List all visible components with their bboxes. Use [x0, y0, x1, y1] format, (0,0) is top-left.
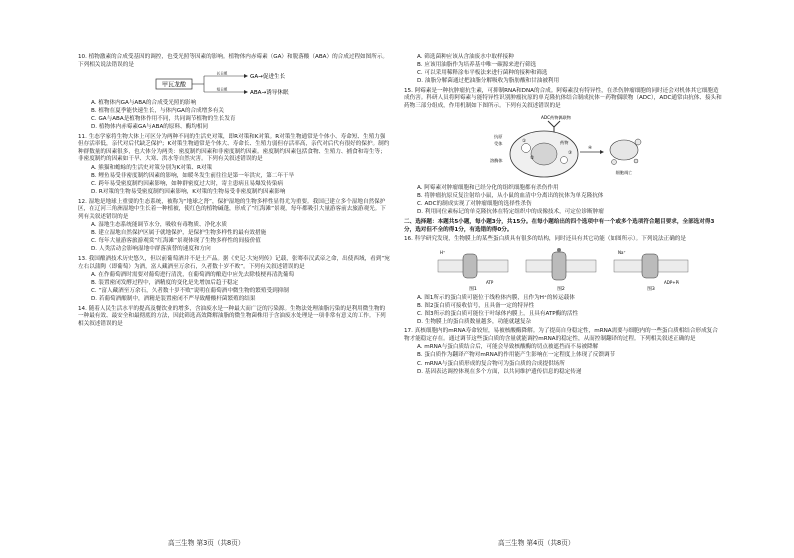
question-13-stem: 13. 我国酿酒技术历史悠久，但以前葡萄酒并不是土产品。据《史记·大宛列传》记载，张骞奉汉武帝之命，出使西域，看到“宛左右以蒲陶（即葡萄）为酒，富人藏酒至万余石，久者数十岁不败”。下列有关叙述错误的是 — [78, 255, 390, 270]
option: B. 蛋白质作为翻译产物对mRNA的作用能产生影响在一定程度上体现了反馈调节 — [417, 352, 616, 359]
adc-label: ADC药物偶联物 — [541, 115, 571, 121]
drug-label: 药物 — [560, 140, 569, 146]
step-3: ③ — [568, 151, 573, 157]
option: D. 油脂分解菌通过把油脂分解吸收为脂肪酸和甘油被利用 — [417, 78, 560, 85]
figure-2-label: 图2 — [557, 286, 565, 292]
membrane-figure-2 — [526, 248, 596, 292]
adc-mechanism-figure — [468, 112, 658, 182]
right-page-footer: 高三生物 第4页（共8页） — [498, 539, 575, 548]
antigen-label: 抗原 — [494, 134, 503, 140]
option: D. 生物膜上的蛋白质数量越多，功能就越复杂 — [417, 318, 532, 325]
question-14-stem: 14. 随着人民生活水平的提高及餐饮业的增多，含油废水是一种最大而广泛的污染源。生物法处理油脂污染的是利用微生物的一种最有效、最安全和最彻底的方法，因此筛选高效降解油脂的微生物菌株用于含油废水处理是一项非常有意义的工作。下列相关叙述错误的是 — [78, 305, 386, 327]
svg-text:Na⁺: Na⁺ — [618, 249, 626, 255]
question-15 — [404, 88, 722, 217]
hormone-pathway-diagram — [134, 71, 334, 97]
question-16-stem: 16. 科学研究发现，生物膜上的某些蛋白质具有很多的结构，同时还具有其它功能（如图所示）。下列说法正确的是 — [404, 236, 686, 243]
option: A. 在作葡萄酒时需要对葡萄进行清洗，在葡萄酒的酿造中应先去除枝梗再清洗葡萄 — [91, 272, 295, 279]
aba-label: ABA→诱导休眠 — [250, 90, 289, 97]
option: D. 若葡萄酒酿制中，酒精是装置密闭不严导致醋酸杆菌繁殖的结果 — [91, 296, 256, 303]
short-day-label: 短日照 — [216, 87, 228, 92]
option: A. 植物体内GA与ABA的合成受光照的影响 — [91, 100, 197, 107]
option: D. 植物体内赤霉素GA与ABA的原料、酶均相同 — [91, 124, 209, 131]
option: C. 可以采用稀释涂布平板法来进行菌种的接种和筛选 — [417, 70, 548, 77]
option: B. 鲤鱼易受非密度制约因素的影响，如暖冬发生前往往是第一年洪灾，第二年干旱 — [91, 173, 295, 180]
question-10 — [78, 54, 390, 132]
left-page — [78, 54, 390, 528]
option: D. 利用同位素标记的单克隆抗体在特定组织中的成像技术，可定位诊断肿瘤 — [417, 209, 604, 216]
lysosome-label: 溶酶体 — [490, 158, 503, 164]
option: D. 人类活动会影响湿地中群落演替的速度和方向 — [91, 246, 211, 253]
membrane-figure-1 — [438, 250, 508, 292]
left-page-footer: 高三生物 第3页（共8页） — [168, 539, 245, 548]
svg-text:ATP: ATP — [486, 279, 494, 285]
option: A. 湿地生态系统能调节水分，吸收有毒物质、净化水质 — [91, 222, 227, 229]
question-17 — [404, 328, 722, 376]
question-16-figure — [404, 246, 722, 292]
option: C. 每年大量游客旅游观赏“红海滩”景观体现了生物多样性的间接价值 — [91, 238, 261, 245]
option: B. 应该用油脂作为培养基中唯一碳源来进行筛选 — [417, 62, 537, 69]
figure-3-label: 图3 — [647, 286, 655, 292]
question-17-stem: 17. 真核细胞内的mRNA寿命较短，易被核酸酶降解。为了提高自身稳定性，mRNA需要与细胞内的一些蛋白质相结合形成复合物才能稳定存在。通过调节这些蛋白质的含量就能调控mRNA的稳定性，从而控制翻译的过程。下列相关叙述正确的是 — [404, 328, 718, 342]
step-4: ④ — [588, 146, 593, 152]
option: C. 图3所示的蛋白质可能位于叶绿体内膜上，且具有ATP酶的活性 — [417, 310, 579, 317]
option: B. 将肿瘤抗原反复注射给小鼠，从小鼠的血清中分离出的抗体为单克隆抗体 — [417, 193, 604, 200]
receptor-label: 受体 — [494, 141, 503, 147]
question-12 — [78, 199, 390, 254]
question-15-stem: 15. 阿霉素是一种抗肿瘤抗生素，可抑制RNA和DNA的合成。阿霉素没有特异性，在杀伤肿瘤细胞的同时还会对机体其它细胞造成伤害。科研人员将阿霉素与能特异性识别肿瘤抗原的单克隆抗体结合制成抗体－药物偶联物（ADC），ADC通常由抗体、接头和药物三部分组成，作用机制如下图所示。下列有关叙述错误的是 — [404, 87, 722, 109]
question-10-stem: 10. 植物激素的合成受基因的调控，也受光照等因素的影响。植物体内赤霉素（GA）和脱落酸（ABA）的合成过程如图所示。下列相关说法错误的是 — [78, 54, 389, 68]
question-11 — [78, 134, 390, 197]
membrane-figure-3 — [614, 250, 688, 292]
right-page — [404, 54, 722, 528]
ga-label: GA→促进生长 — [250, 74, 286, 81]
option: A. 筛选菌种应该从含油废水中取样接种 — [417, 54, 514, 60]
question-16 — [404, 236, 722, 326]
option: C. “富人藏酒至万余石，久者数十岁不败”说明在葡萄酒中微生物的繁殖受到抑制 — [91, 288, 289, 295]
option: C. 跨年易受密度制约因素影响，如种群密度过大时，寄主患病且易爆发传染病 — [91, 181, 284, 188]
option: A. 熊猫和蟾蜍的生活史对策分别为K对策、R对策 — [91, 164, 213, 171]
membrane-protein-figure — [428, 246, 698, 292]
question-15-figure — [404, 112, 722, 182]
option: B. 图2蛋白质可接收信号，且具备一定的特异性 — [417, 302, 535, 309]
question-11-stem: 11. 生态学家将生物大体上可区分为两种不同的生活史对策，即R对策和K对策。R对策生物通常是个体小、寿命短、生殖力强但存活率低，亲代对后代缺乏保护；K对策生物通常是个体大、寿命长、生殖力弱但存活率高，亲代对后代有很好的保护。制约种群数量的因素很多，也大体分为两类：密度制约因素和非密度制约因素。密度制约因素包括食物、生殖力、捕食和寄生等；非密度制约的因素如干旱、大寒、洪水等自然灾害。下列有关叙述错误的是 — [78, 133, 390, 163]
long-day-label: 长日照 — [216, 71, 228, 76]
option: B. 装置密闭发酵过程中，酒精度的变化是先增加后趋于稳定 — [91, 280, 239, 287]
question-10-diagram — [78, 71, 390, 97]
option: D. 基因表达调控体现在多个方面，以共同维护遗传信息的稳定传递 — [417, 368, 582, 375]
question-13 — [78, 256, 390, 304]
source-label: 甲瓦龙酸 — [161, 81, 187, 89]
step-2: ② — [530, 156, 535, 162]
question-12-stem: 12. 湿地是地球上重要的生态系统，被称为“地球之肾”，保护湿地的生物多样性显得尤为重要。我国已建立多个湿地自然保护区，在辽河三角洲湿地中生长着一种植被，使红色的植物碱蓬，形成了“红海滩”景观，每年都吸引大量游客前去旅游观光。下列有关叙述错误的是 — [78, 198, 386, 220]
svg-text:H⁺: H⁺ — [440, 249, 446, 255]
step-1: ① — [522, 139, 527, 145]
option: C. ADC的制成实现了对肿瘤细胞的选择性杀伤 — [417, 201, 532, 208]
figure-1-label: 图1 — [469, 286, 477, 292]
option: B. 建立湿地自然保护区属于就地保护，是保护生物多样性的最有效措施 — [91, 230, 267, 237]
option: C. GA与ABA是植物体作用不同，共同调节植物的生长发育 — [91, 116, 236, 123]
apoptosis-label: 细胞凋亡 — [615, 170, 633, 176]
option: A. 图1所示的蛋白质可能位于线粒体内膜，且作为H⁺的转运载体 — [417, 294, 575, 301]
option: B. 植物在夏季能快速生长，与体内GA的合成增多有关 — [91, 108, 225, 115]
question-14-options — [404, 54, 722, 86]
option: C. mRNA与蛋白质形成的复合物可为蛋白质的合成提供场所 — [417, 360, 565, 367]
option: A. mRNA与蛋白质结合后，可能会导致核酸酶的切点被遮挡而不易被降解 — [417, 344, 599, 351]
section-2-heading: 二、选择题：本题共5小题，每小题3分，共15分。在每小题给出的四个选项中有一个或多个选项符合题目要求，全部选对得3分，选对但不全的得1分，有选错的得0分。 — [404, 219, 715, 233]
option: A. 阿霉素对肿瘤细胞和已经分化的组织细胞都有杀伤作用 — [417, 185, 559, 192]
question-14 — [78, 306, 390, 329]
option: D. R对策的生物易受密度制约因素影响，K对策的生物易受非密度制约因素影响 — [91, 189, 286, 196]
svg-text:ADP+Pi: ADP+Pi — [664, 279, 680, 285]
